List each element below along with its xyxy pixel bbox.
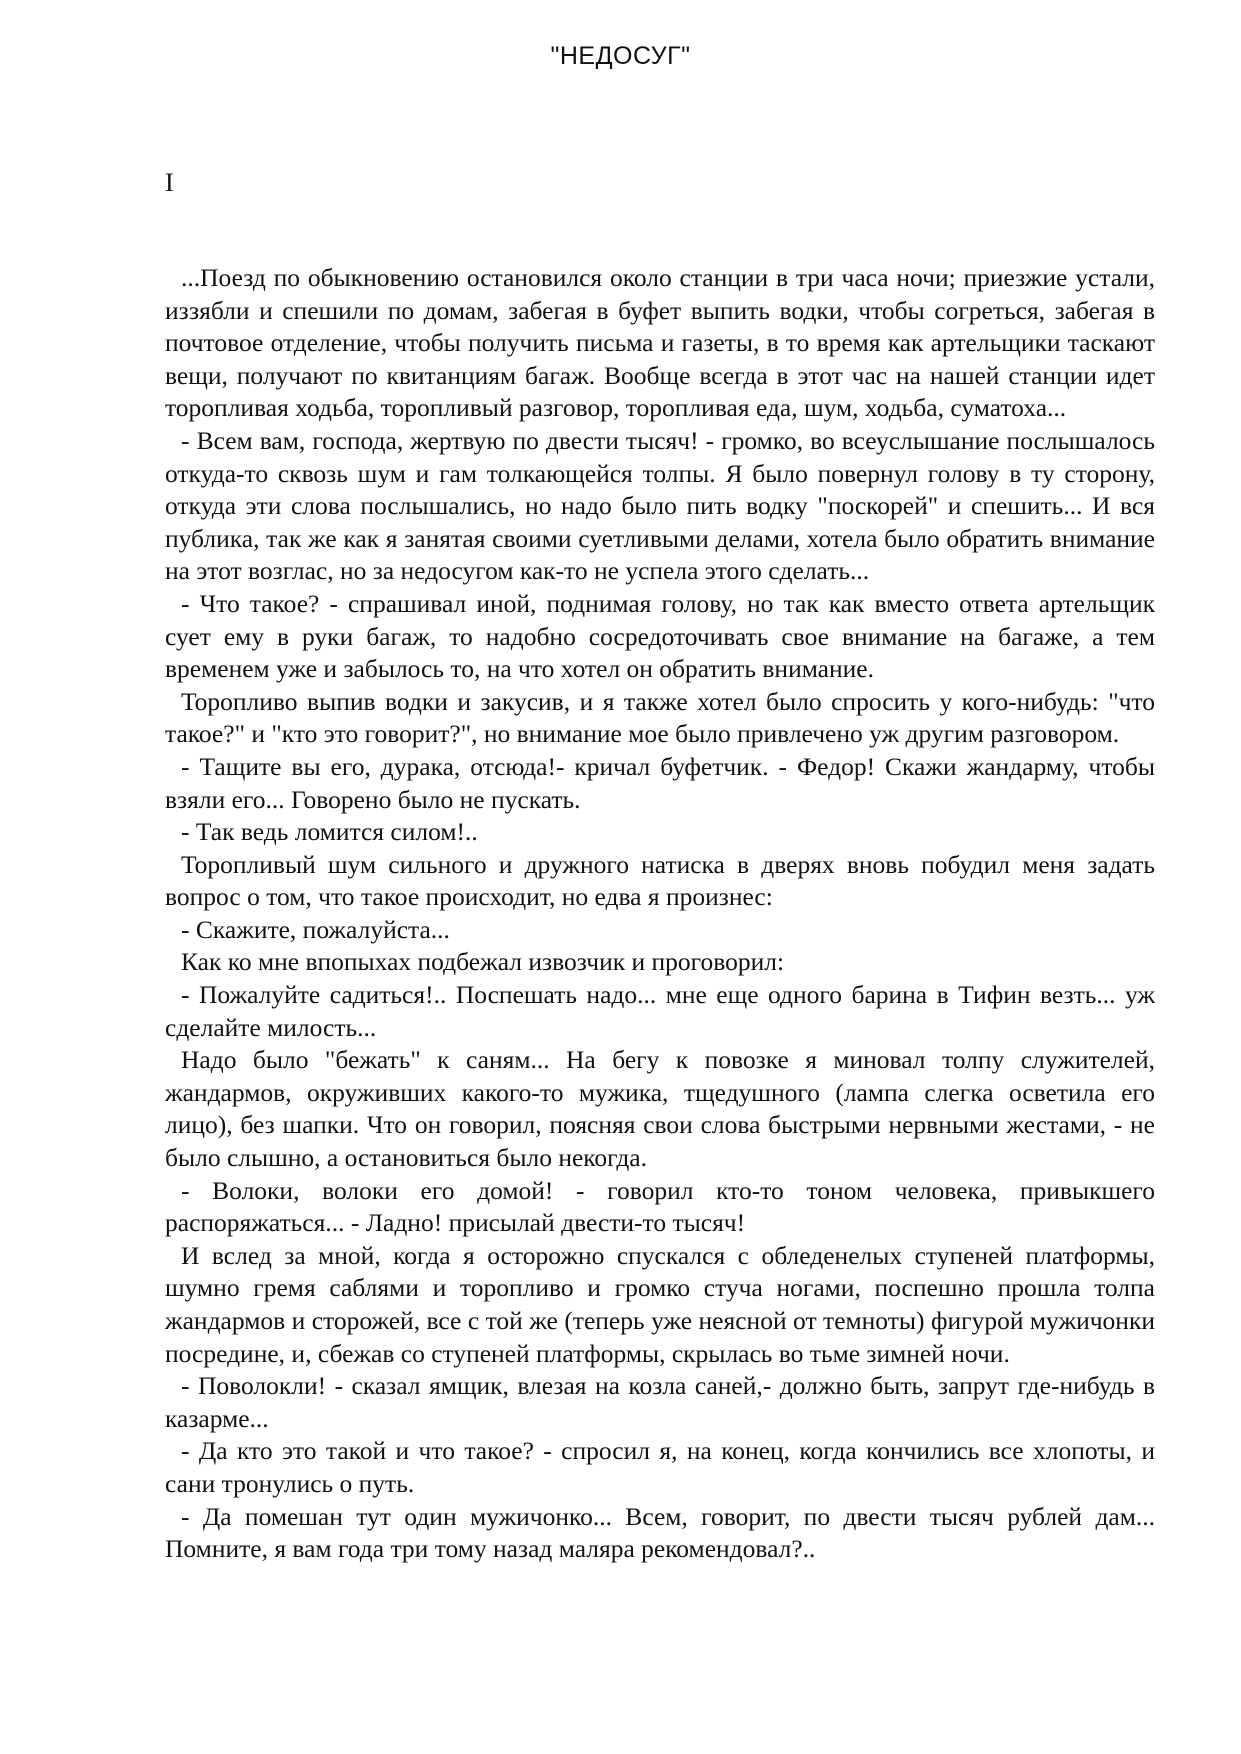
paragraph: - Так ведь ломится силом!.. xyxy=(181,817,478,847)
paragraph: И вслед за мной, когда я осторожно спускался с обледенелых ступеней платформы, шумно гремя саблями и торопливо и громко стуча ногами, поспешно прошла толпа жандармов и сторожей, все с той же (теперь уже неясной от темноты) фигурой мужичонки посредине, и, сбежав со ступеней платформы, скрылась во тьме зимней ночи. xyxy=(165,1240,1155,1368)
paragraph: Торопливо выпив водки и закусив, и я также хотел было спросить у кого-нибудь: "что такое?" и "кто это говорит?", но внимание мое было привлечено уж другим разговором. xyxy=(165,686,1155,749)
document-title: "НЕДОСУГ" xyxy=(550,42,691,70)
paragraph: ...Поезд по обыкновению остановился около станции в три часа ночи; приезжие устали, иззябли и спешили по домам, забегая в буфет выпить водки, чтобы согреться, забегая в почтовое отделение, чтобы получить письма и газеты, в то время как артельщики таскают вещи, получают по квитанциям багаж. Вообще всегда в этот час на нашей станции идет торопливая ходьба, торопливый разговор, торопливая еда, шум, ходьба, суматоха... xyxy=(165,263,1155,423)
paragraph: Торопливый шум сильного и дружного натиска в дверях вновь побудил меня задать вопрос о том, что такое происходит, но едва я произнес: xyxy=(165,849,1155,912)
paragraph: - Волоки, волоки его домой! - говорил кто-то тоном человека, привыкшего распоряжаться... - Ладно! присылай двести-то тысяч! xyxy=(165,1175,1155,1238)
paragraph: Как ко мне впопыхах подбежал извозчик и проговорил: xyxy=(181,947,785,977)
story-text xyxy=(165,262,1155,1566)
paragraph: - Поволокли! - сказал ямщик, влезая на козла саней,- должно быть, запрут где-нибудь в казарме... xyxy=(165,1371,1155,1433)
paragraph: - Тащите вы его, дурака, отсюда!- кричал буфетчик. - Федор! Скажи жандарму, чтобы взяли его... Говорено было не пускать. xyxy=(165,751,1155,814)
paragraph: - Да помешан тут один мужичонко... Всем, говорит, по двести тысяч рублей дам... Помните, я вам года три тому назад маляра рекомендовал?.. xyxy=(165,1501,1155,1564)
paragraph: - Всем вам, господа, жертвую по двести тысяч! - громко, во всеуслышание послышалось откуда-то сквозь шум и гам толкающейся толпы. Я было повернул голову в ту сторону, откуда эти слова послышались, но надо было пить водку "поскорей" и спешить... И вся публика, так же как я занятая своими суетливыми делами, хотела было обратить внимание на этот возглас, но за недосугом как-то не успела этого сделать... xyxy=(165,425,1155,586)
paragraph: - Скажите, пожалуйста... xyxy=(181,914,450,944)
paragraph: - Пожалуйте садиться!.. Поспешать надо... мне еще одного барина в Тифин везть... уж сделайте милость... xyxy=(165,980,1155,1042)
paragraph: - Что такое? - спрашивал иной, поднимая голову, но так как вместо ответа артельщик сует ему в руки багаж, то надобно сосредоточивать свое внимание на багаже, а тем временем уже и забылось то, на что хотел он обратить внимание. xyxy=(165,588,1155,684)
chapter-number: I xyxy=(165,168,174,197)
paragraph: - Да кто это такой и что такое? - спросил я, на конец, когда кончились все хлопоты, и сани тронулись о путь. xyxy=(165,1436,1155,1498)
paragraph: Надо было "бежать" к саням... На бегу к повозке я миновал толпу служителей, жандармов, окруживших какого-то мужика, тщедушного (лампа слегка осветила его лицо), без шапки. Что он говорил, поясняя свои слова быстрыми нервными жестами, - не было слышно, а остановиться было некогда. xyxy=(165,1045,1155,1173)
